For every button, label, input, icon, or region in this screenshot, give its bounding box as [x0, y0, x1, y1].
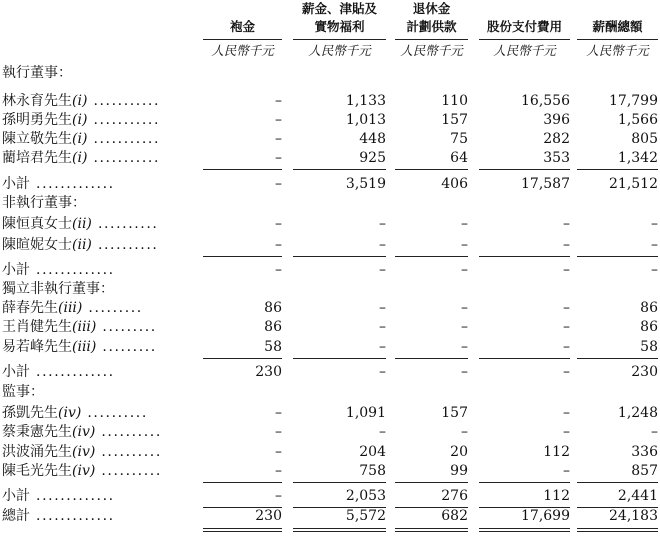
- row-label: [2, 280, 114, 299]
- footnote-ref: (i): [72, 131, 88, 147]
- underline-rule: [577, 256, 658, 257]
- cell-value: 17,587: [521, 176, 570, 192]
- cell-value: 17,799: [609, 93, 658, 109]
- cell-value: –: [461, 364, 468, 380]
- underline-rule: [203, 169, 282, 170]
- underline-rule: [395, 358, 468, 359]
- row-name: 小計: [2, 488, 30, 504]
- subtotal-row: [0, 363, 660, 382]
- cell-value: 24,183: [609, 508, 658, 524]
- cell-value: 204: [359, 444, 386, 460]
- row-label: [2, 64, 72, 83]
- cell-value: 21,512: [609, 176, 658, 192]
- cell-value: 230: [631, 364, 658, 380]
- cell-value: –: [379, 424, 386, 440]
- cell-value: –: [461, 300, 468, 316]
- cell-value: 230: [255, 364, 282, 380]
- cell-value: 157: [441, 405, 468, 421]
- cell-value: 86: [264, 319, 282, 335]
- underline-rule: [479, 256, 570, 257]
- leader-dots: ...........: [87, 93, 161, 109]
- column-unit: 人民幣千元: [203, 39, 282, 60]
- cell-value: –: [275, 424, 282, 440]
- column-title: [293, 0, 386, 36]
- leader-dots: ..........: [91, 237, 159, 253]
- table-row: [0, 92, 660, 111]
- column-header: [395, 0, 468, 60]
- section-heading: [0, 383, 660, 402]
- underline-rule: [479, 169, 570, 170]
- row-name: 王肖健先生: [2, 319, 72, 335]
- cell-value: –: [461, 216, 468, 232]
- row-name: 陳暄妮女士: [2, 237, 72, 253]
- leader-dots: .........: [82, 300, 143, 316]
- row-label: [2, 443, 162, 462]
- cell-value: 86: [640, 319, 658, 335]
- footnote-ref: (i): [72, 112, 88, 128]
- row-label: [2, 423, 162, 442]
- cell-value: –: [563, 319, 570, 335]
- underline-rule: [577, 169, 658, 170]
- row-label: [2, 462, 162, 481]
- row-label: [2, 149, 160, 168]
- double-underline-rule: [479, 528, 570, 532]
- underline-rule: [203, 482, 282, 483]
- row-name: 孫明勇先生: [2, 112, 72, 128]
- cell-value: –: [461, 237, 468, 253]
- underline-rule: [479, 358, 570, 359]
- footnote-ref: (iv): [72, 424, 96, 440]
- underline-rule: [395, 169, 468, 170]
- underline-rule: [203, 256, 282, 257]
- cell-value: 682: [441, 508, 468, 524]
- row-name: 蔡秉憲先生: [2, 424, 72, 440]
- column-header: [577, 0, 658, 60]
- section-heading: [0, 194, 660, 213]
- cell-value: 3,519: [345, 176, 386, 192]
- row-label: [2, 236, 158, 255]
- cell-value: –: [379, 319, 386, 335]
- table-row: [0, 215, 660, 234]
- cell-value: –: [461, 319, 468, 335]
- row-label: [2, 404, 148, 423]
- row-name: 小計: [2, 262, 30, 278]
- cell-value: 58: [264, 339, 282, 355]
- row-label: [2, 92, 160, 111]
- cell-value: –: [461, 424, 468, 440]
- leader-dots: .............: [30, 488, 115, 504]
- column-unit: 人民幣千元: [293, 39, 386, 60]
- row-name: 洪波涌先生: [2, 444, 72, 460]
- cell-value: 758: [359, 463, 386, 479]
- cell-value: 336: [631, 444, 658, 460]
- cell-value: 75: [450, 131, 468, 147]
- table-row: [0, 236, 660, 255]
- leader-dots: ...........: [87, 131, 161, 147]
- row-name: 陳恒真女士: [2, 216, 72, 232]
- leader-dots: ..........: [95, 424, 162, 440]
- cell-value: 406: [441, 176, 468, 192]
- cell-value: –: [275, 176, 282, 192]
- footnote-ref: (iv): [72, 444, 96, 460]
- row-label: [2, 487, 115, 506]
- cell-value: 857: [631, 463, 658, 479]
- column-title-line: 計劃供款: [406, 19, 457, 34]
- leader-dots: ..........: [95, 463, 162, 479]
- leader-dots: .............: [30, 262, 115, 278]
- cell-value: –: [563, 300, 570, 316]
- row-label: [2, 363, 115, 382]
- cell-value: 448: [359, 131, 386, 147]
- cell-value: 86: [640, 300, 658, 316]
- cell-value: –: [275, 112, 282, 128]
- column-header: [293, 0, 386, 60]
- row-label: [2, 111, 160, 130]
- row-label: [2, 215, 158, 234]
- cell-value: –: [461, 262, 468, 278]
- footnote-ref: (iv): [72, 463, 96, 479]
- cell-value: 1,133: [345, 93, 386, 109]
- table-row: [0, 130, 660, 149]
- column-title: [577, 0, 658, 36]
- cell-value: –: [563, 463, 570, 479]
- total-row: [0, 507, 660, 526]
- footnote-ref: (ii): [72, 216, 92, 232]
- row-name: 薛春先生: [2, 300, 58, 316]
- table-row: [0, 423, 660, 442]
- cell-value: –: [275, 93, 282, 109]
- cell-value: –: [651, 424, 658, 440]
- subtotal-row: [0, 487, 660, 506]
- cell-value: 1,013: [345, 112, 386, 128]
- cell-value: 353: [543, 150, 570, 166]
- underline-rule: [395, 256, 468, 257]
- leader-dots: ..........: [81, 405, 148, 421]
- cell-value: –: [379, 216, 386, 232]
- cell-value: 64: [450, 150, 468, 166]
- row-label: [2, 338, 157, 357]
- column-title-line: 股份支付費用: [486, 19, 562, 34]
- cell-value: 20: [450, 444, 468, 460]
- cell-value: –: [275, 150, 282, 166]
- cell-value: –: [651, 216, 658, 232]
- row-name: 林永育先生: [2, 93, 72, 109]
- row-label: [2, 318, 157, 337]
- footnote-ref: (iii): [72, 339, 97, 355]
- cell-value: 110: [441, 93, 468, 109]
- cell-value: 1,248: [617, 405, 658, 421]
- row-label: [2, 299, 143, 318]
- cell-value: 925: [359, 150, 386, 166]
- table-row: [0, 462, 660, 481]
- column-title-line: 退休金: [412, 1, 451, 16]
- row-name: 執行董事：: [2, 65, 72, 81]
- double-underline-rule: [293, 528, 386, 532]
- underline-rule: [293, 256, 386, 257]
- leader-dots: .............: [30, 508, 115, 524]
- section-heading: [0, 280, 660, 299]
- cell-value: –: [651, 237, 658, 253]
- row-label: [2, 261, 115, 280]
- leader-dots: ..........: [91, 216, 159, 232]
- row-name: 獨立非執行董事：: [2, 281, 114, 297]
- footnote-ref: (iv): [58, 405, 82, 421]
- cell-value: 5,572: [345, 508, 386, 524]
- cell-value: 112: [543, 444, 570, 460]
- table-row: [0, 404, 660, 423]
- cell-value: 58: [640, 339, 658, 355]
- cell-value: 16,556: [521, 93, 570, 109]
- cell-value: 1,342: [617, 150, 658, 166]
- cell-value: –: [379, 262, 386, 278]
- cell-value: 1,091: [345, 405, 386, 421]
- cell-value: –: [275, 488, 282, 504]
- table-row: [0, 318, 660, 337]
- row-name: 陳毛光先生: [2, 463, 72, 479]
- cell-value: –: [379, 237, 386, 253]
- footnote-ref: (ii): [72, 237, 92, 253]
- underline-rule: [577, 482, 658, 483]
- cell-value: –: [275, 131, 282, 147]
- row-name: 藺培君先生: [2, 150, 72, 166]
- row-name: 陳立敬先生: [2, 131, 72, 147]
- cell-value: 276: [441, 488, 468, 504]
- leader-dots: ...........: [87, 112, 161, 128]
- cell-value: 805: [631, 131, 658, 147]
- cell-value: –: [563, 262, 570, 278]
- leader-dots: ...........: [87, 150, 161, 166]
- cell-value: –: [275, 262, 282, 278]
- leader-dots: .........: [96, 339, 157, 355]
- subtotal-row: [0, 261, 660, 280]
- cell-value: 230: [255, 508, 282, 524]
- cell-value: –: [379, 300, 386, 316]
- table-row: [0, 443, 660, 462]
- column-title-line: 薪金、津貼及: [301, 1, 377, 16]
- cell-value: 282: [543, 131, 570, 147]
- column-title-line: 薪酬總額: [592, 19, 643, 34]
- cell-value: 2,441: [617, 488, 658, 504]
- leader-dots: ..........: [95, 444, 162, 460]
- row-label: [2, 194, 86, 213]
- cell-value: –: [379, 364, 386, 380]
- cell-value: 2,053: [345, 488, 386, 504]
- row-label: [2, 383, 44, 402]
- cell-value: –: [275, 444, 282, 460]
- section-heading: [0, 64, 660, 83]
- leader-dots: .............: [30, 364, 115, 380]
- row-name: 總計: [2, 508, 30, 524]
- column-title: [479, 0, 570, 36]
- footnote-ref: (iii): [58, 300, 83, 316]
- row-name: 易若峰先生: [2, 339, 72, 355]
- cell-value: –: [563, 405, 570, 421]
- cell-value: –: [563, 237, 570, 253]
- double-underline-rule: [203, 528, 282, 532]
- cell-value: –: [275, 405, 282, 421]
- underline-rule: [395, 482, 468, 483]
- cell-value: 99: [450, 463, 468, 479]
- cell-value: –: [651, 262, 658, 278]
- table-row: [0, 299, 660, 318]
- column-title-line: 袍金: [229, 19, 255, 34]
- row-name: 監事：: [2, 384, 44, 400]
- underline-rule: [293, 482, 386, 483]
- row-name: 小計: [2, 176, 30, 192]
- cell-value: –: [563, 364, 570, 380]
- underline-rule: [479, 482, 570, 483]
- footnote-ref: (i): [72, 150, 88, 166]
- underline-rule: [293, 169, 386, 170]
- column-unit: 人民幣千元: [577, 39, 658, 60]
- row-label: [2, 507, 115, 526]
- cell-value: 396: [543, 112, 570, 128]
- cell-value: –: [275, 237, 282, 253]
- row-name: 孫凱先生: [2, 405, 58, 421]
- cell-value: –: [563, 216, 570, 232]
- table-row: [0, 338, 660, 357]
- cell-value: –: [563, 424, 570, 440]
- cell-value: 1,566: [617, 112, 658, 128]
- double-underline-rule: [395, 528, 468, 532]
- footnote-ref: (iii): [72, 319, 97, 335]
- cell-value: –: [275, 463, 282, 479]
- row-label: [2, 175, 115, 194]
- cell-value: –: [461, 339, 468, 355]
- column-title: [203, 0, 282, 36]
- cell-value: 112: [543, 488, 570, 504]
- double-underline-rule: [577, 528, 658, 532]
- underline-rule: [293, 358, 386, 359]
- column-title: [395, 0, 468, 36]
- column-title-line: 實物福利: [314, 19, 365, 34]
- leader-dots: .............: [30, 176, 115, 192]
- table-row: [0, 149, 660, 168]
- cell-value: 157: [441, 112, 468, 128]
- subtotal-row: [0, 175, 660, 194]
- cell-value: –: [275, 216, 282, 232]
- table-row: [0, 111, 660, 130]
- leader-dots: .........: [96, 319, 157, 335]
- column-unit: 人民幣千元: [395, 39, 468, 60]
- column-header: [479, 0, 570, 60]
- row-name: 非執行董事：: [2, 195, 86, 211]
- cell-value: –: [563, 339, 570, 355]
- underline-rule: [577, 358, 658, 359]
- column-unit: 人民幣千元: [479, 39, 570, 60]
- row-label: [2, 130, 160, 149]
- row-name: 小計: [2, 364, 30, 380]
- cell-value: 86: [264, 300, 282, 316]
- cell-value: –: [379, 339, 386, 355]
- cell-value: 17,699: [521, 508, 570, 524]
- underline-rule: [203, 358, 282, 359]
- column-header: [203, 0, 282, 60]
- footnote-ref: (i): [72, 93, 88, 109]
